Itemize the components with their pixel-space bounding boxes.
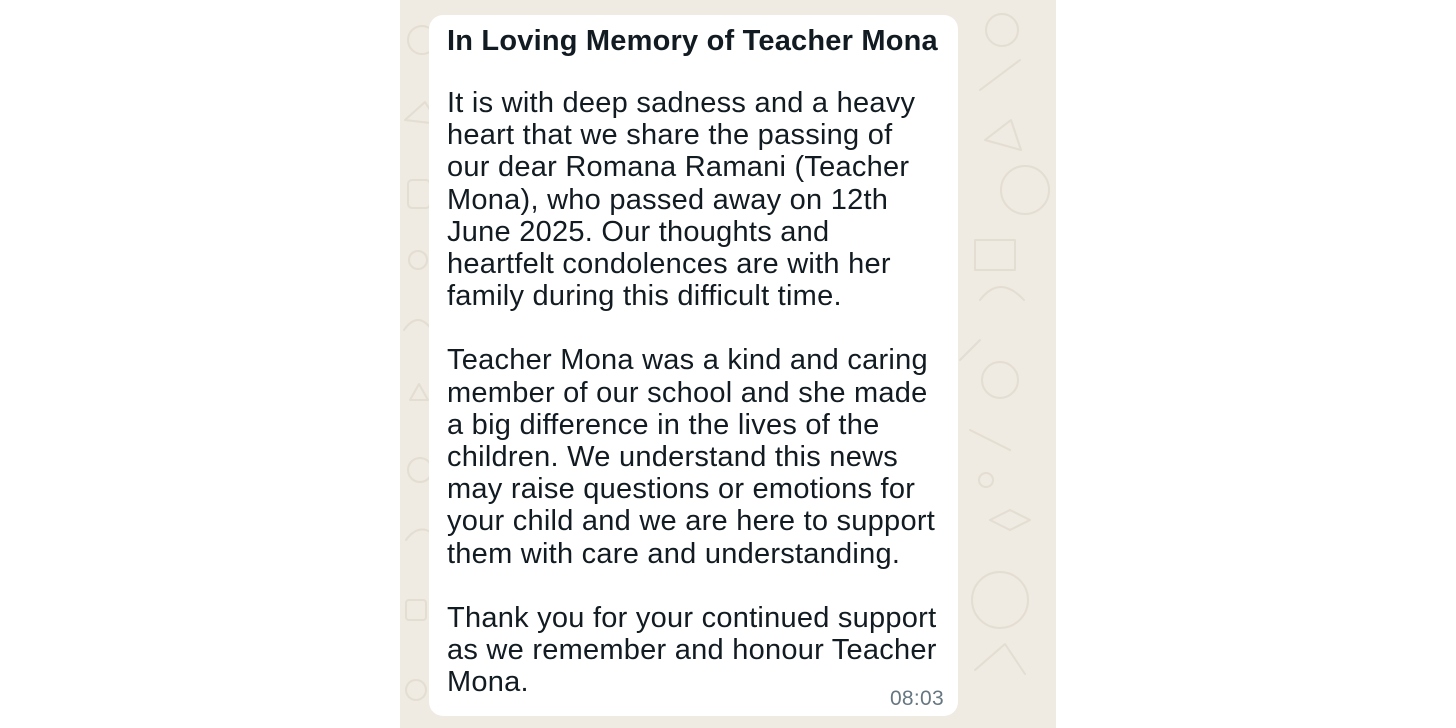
message-paragraph-2: Teacher Mona was a kind and caring member of our school and she made a big difference in the lives of the children. We understand this news may raise questions or emotions for your child and we are here to support them with care and understanding. [447, 344, 936, 570]
message-timestamp: 08:03 [889, 687, 944, 710]
chat-wallpaper [400, 0, 1056, 728]
message-bubble[interactable] [429, 15, 958, 716]
message-paragraph-1: It is with deep sadness and a heavy heart that we share the passing of our dear Romana Ramani (Teacher Mona), who passed away on 12th June 2025. Our thoughts and heartfelt condolences are with her family during this difficult time. [447, 87, 916, 313]
message-title: In Loving Memory of Teacher Mona [447, 25, 938, 57]
message-paragraph-3: Thank you for your continued support as we remember and honour Teacher Mona. [447, 601, 937, 699]
